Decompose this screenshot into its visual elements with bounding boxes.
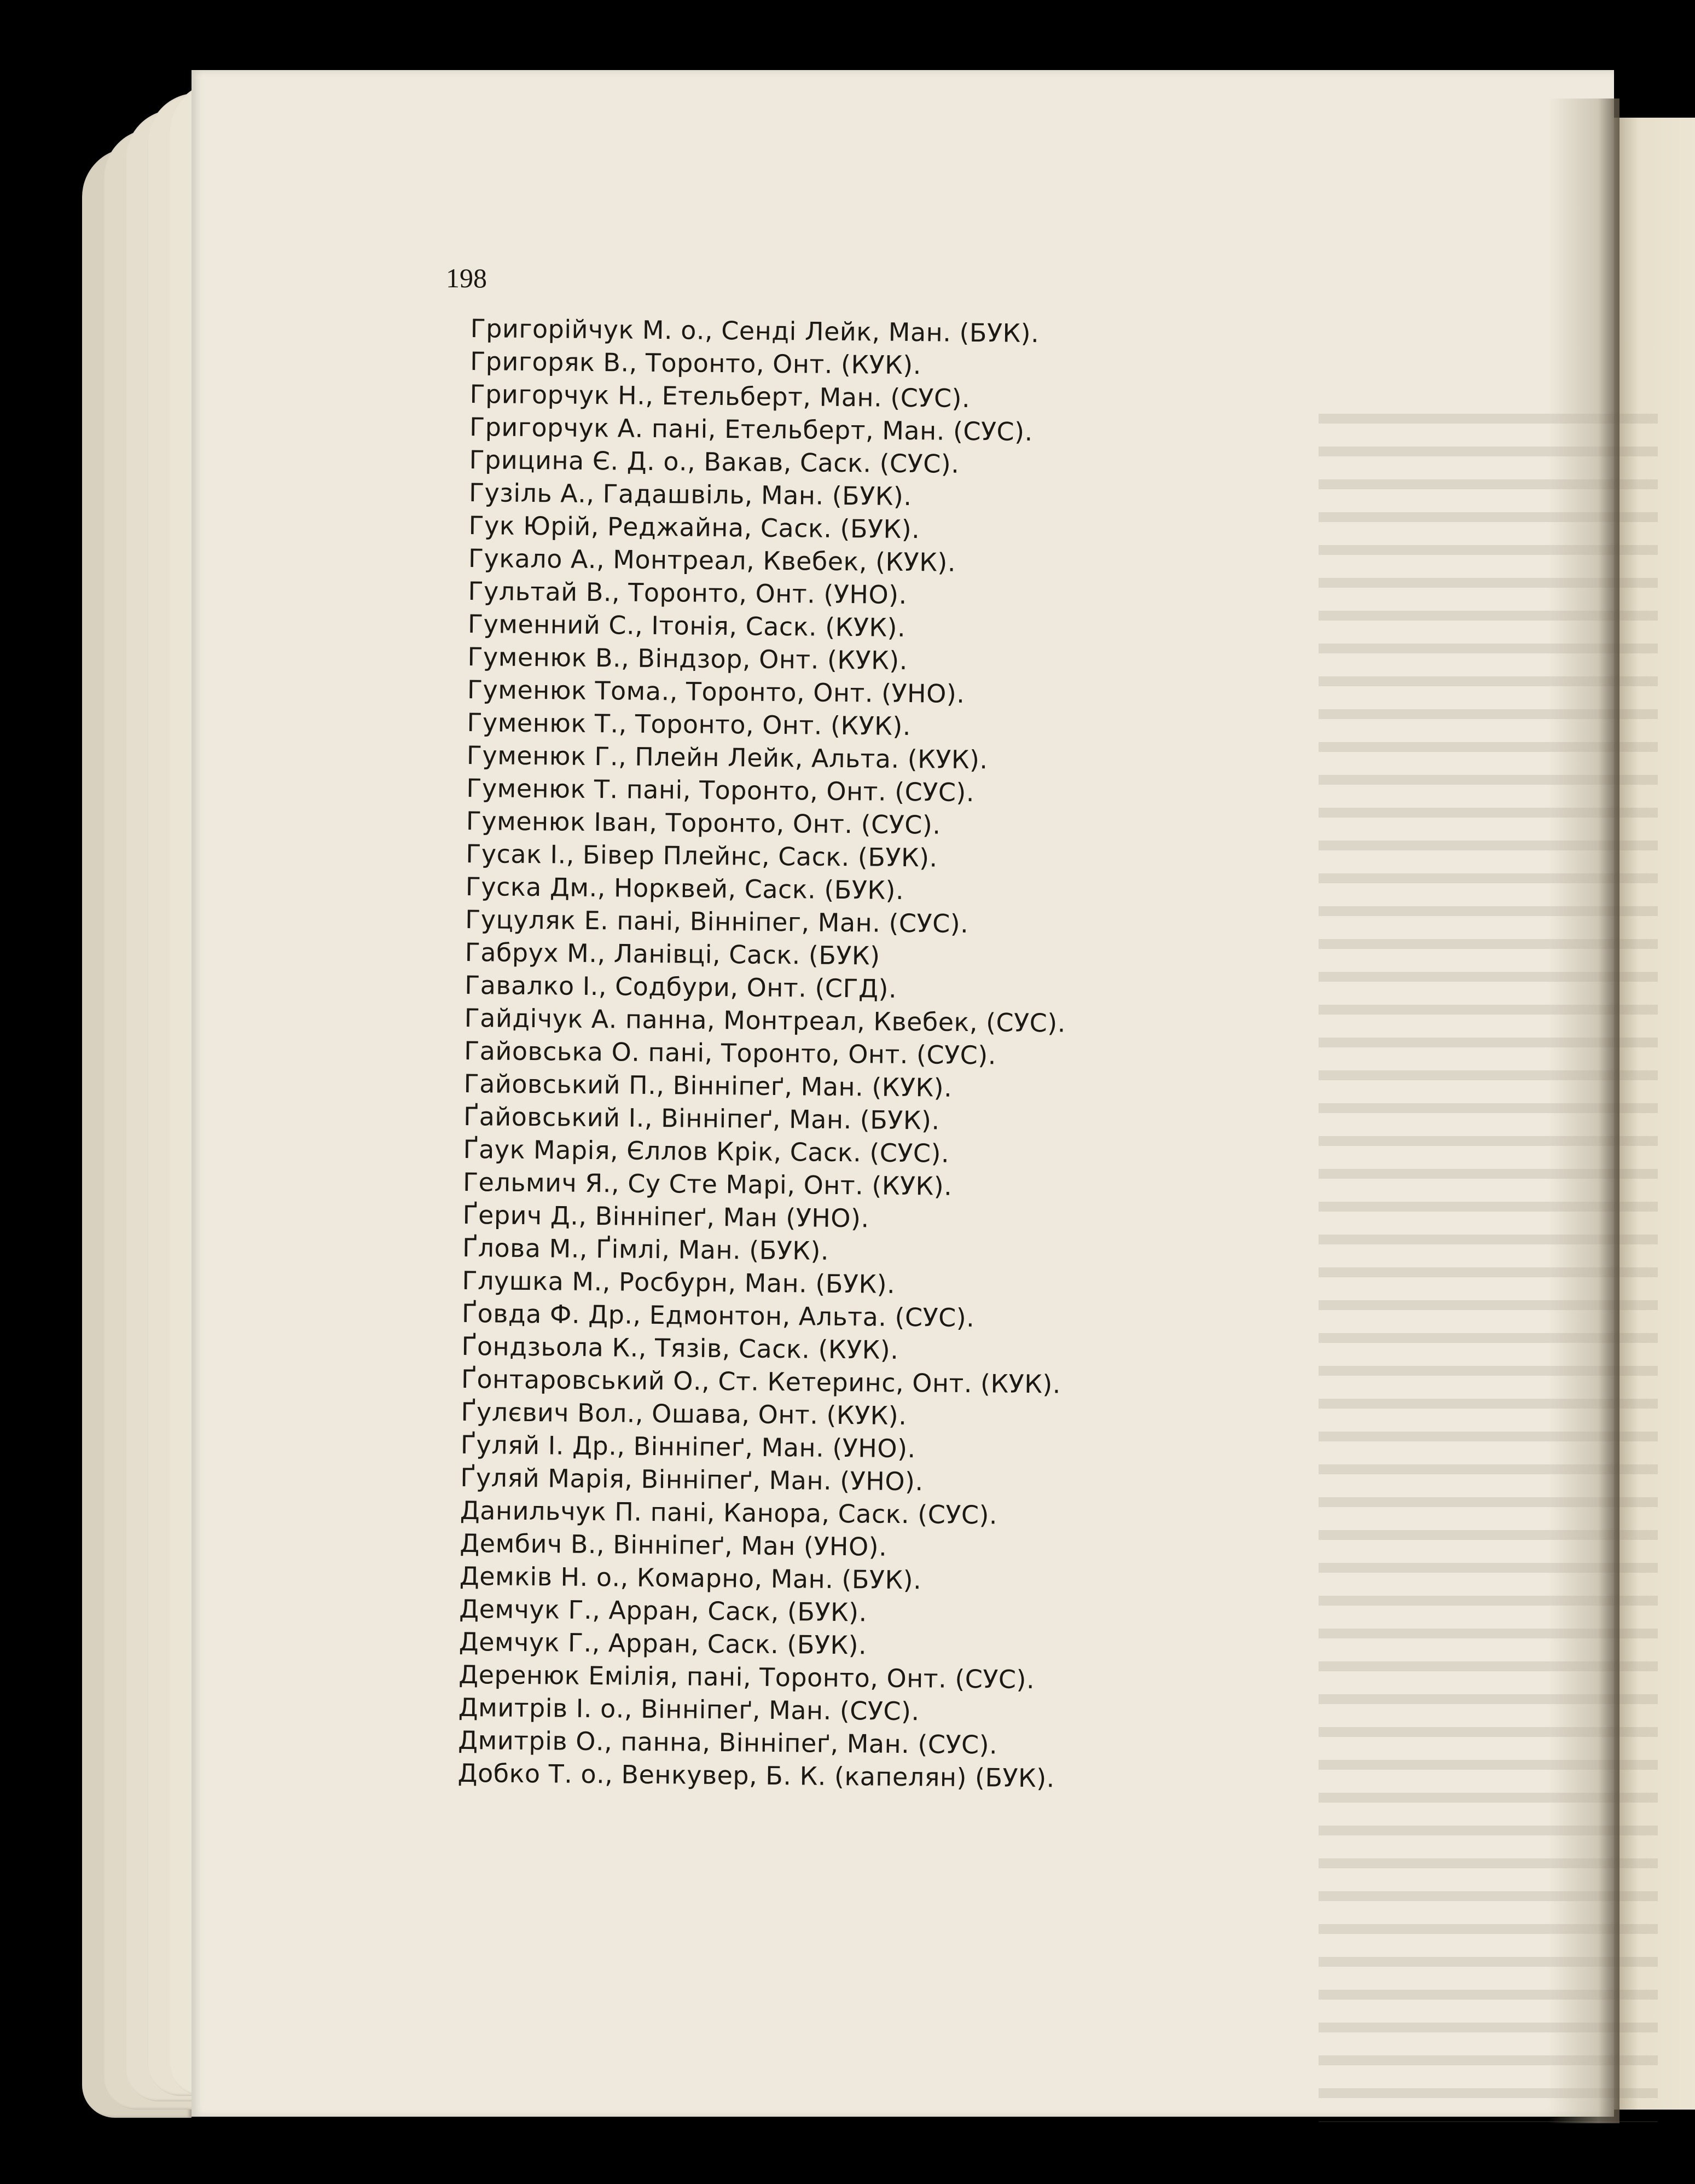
list-item: Деренюк Емілія, пані, Торонто, Онт. (СУС). (458, 1659, 1035, 1695)
list-item: Грицина Є. Д. о., Вакав, Саск. (СУС). (469, 444, 960, 479)
list-item: Ґаук Марія, Єллов Крік, Саск. (СУС). (463, 1134, 950, 1168)
list-item: Григорчук А. пані, Етельберт, Ман. (СУС). (469, 412, 1033, 447)
list-item: Гуменюк Т., Торонто, Онт. (КУК). (467, 707, 912, 741)
list-item: Гуменюк Тома., Торонто, Онт. (УНО). (467, 674, 965, 709)
list-item: Гуменюк Т. пані, Торонто, Онт. (СУС). (466, 773, 975, 808)
list-item: Ґайовський І., Вінніпеґ, Ман. (БУК). (463, 1101, 940, 1136)
list-item: Гуменюк Г., Плейн Лейк, Альта. (КУК). (466, 740, 988, 775)
list-item: Дмитрів О., панна, Вінніпеґ, Ман. (СУС). (457, 1725, 998, 1760)
page-number: 198 (446, 263, 487, 293)
list-item: Гуцуляк Е. пані, Вінніпег, Ман. (СУС). (465, 904, 969, 939)
list-item: Гукало А., Монтреал, Квебек, (КУК). (468, 543, 956, 577)
list-item: Гуменюк В., Віндзор, Онт. (КУК). (467, 641, 908, 675)
list-item: Дмитрів І. о., Вінніпеґ, Ман. (СУС). (458, 1692, 920, 1727)
list-item: Дембич В., Вінніпеґ, Ман (УНО). (460, 1528, 887, 1562)
list-item: Демчук Г., Арран, Саск, (БУК). (459, 1594, 867, 1627)
list-item: Гусак І., Бівер Плейнс, Саск. (БУК). (466, 838, 938, 873)
entry-list (457, 312, 1564, 1799)
list-item: Гук Юрій, Реджайна, Саск. (БУК). (468, 510, 920, 544)
list-item: Гуменний С., Ітонія, Саск. (КУК). (467, 609, 906, 642)
list-item: Ґуляй Марія, Вінніпеґ, Ман. (УНО). (460, 1462, 924, 1497)
list-item: Григоряк В., Торонто, Онт. (КУК). (469, 346, 922, 380)
list-item: Гуменюк Іван, Торонто, Онт. (СУС). (466, 806, 941, 840)
list-item: Демчук Г., Арран, Саск. (БУК). (458, 1626, 867, 1660)
list-item: Гультай В., Торонто, Онт. (УНО). (468, 576, 907, 610)
list-item: Гельмич Я., Су Сте Марі, Онт. (КУК). (462, 1167, 953, 1201)
list-item: Гавалко І., Содбури, Онт. (СГД). (465, 970, 897, 1004)
list-item: Гайдічук А. панна, Монтреал, Квебек, (СУС). (464, 1003, 1066, 1038)
list-item: Данильчук П. пані, Канора, Саск. (СУС). (460, 1495, 998, 1530)
list-item: Григорчук Н., Етельберт, Ман. (СУС). (469, 379, 971, 413)
list-item: Демків Н. о., Комарно, Ман. (БУК). (459, 1561, 922, 1595)
list-item: Гуска Дм., Норквей, Саск. (БУК). (465, 871, 904, 905)
list-item: Ґовда Ф. Др., Едмонтон, Альта. (СУС). (461, 1298, 975, 1333)
list-item: Ґулєвич Вол., Ошава, Онт. (КУК). (461, 1397, 907, 1431)
list-item: Ґуляй І. Др., Вінніпеґ, Ман. (УНО). (460, 1429, 916, 1464)
list-item: Глушка М., Росбурн, Ман. (БУК). (462, 1265, 896, 1299)
list-item: Добко Т. о., Венкувер, Б. К. (капелян) (БУК). (457, 1758, 1055, 1793)
list-item: Григорійчук М. о., Сенді Лейк, Ман. (БУК). (470, 313, 1040, 349)
list-item: Гайовський П., Вінніпеґ, Ман. (КУК). (463, 1068, 953, 1103)
list-item: Ґерич Д., Вінніпеґ, Ман (УНО). (462, 1200, 869, 1233)
list-item: Ґондзьола К., Тязів, Саск. (КУК). (461, 1331, 899, 1365)
list-item: Габрух М., Ланівці, Саск. (БУК) (465, 937, 880, 971)
list-item: Гузіль А., Гадашвіль, Ман. (БУК). (468, 477, 912, 512)
list-item: Гайовська О. пані, Торонто, Онт. (СУС). (463, 1035, 997, 1070)
list-item: Ґлова М., Ґімлі, Ман. (БУК). (462, 1232, 829, 1266)
list-item: Ґонтаровський О., Ст. Кетеринс, Онт. (КУК). (461, 1364, 1061, 1399)
